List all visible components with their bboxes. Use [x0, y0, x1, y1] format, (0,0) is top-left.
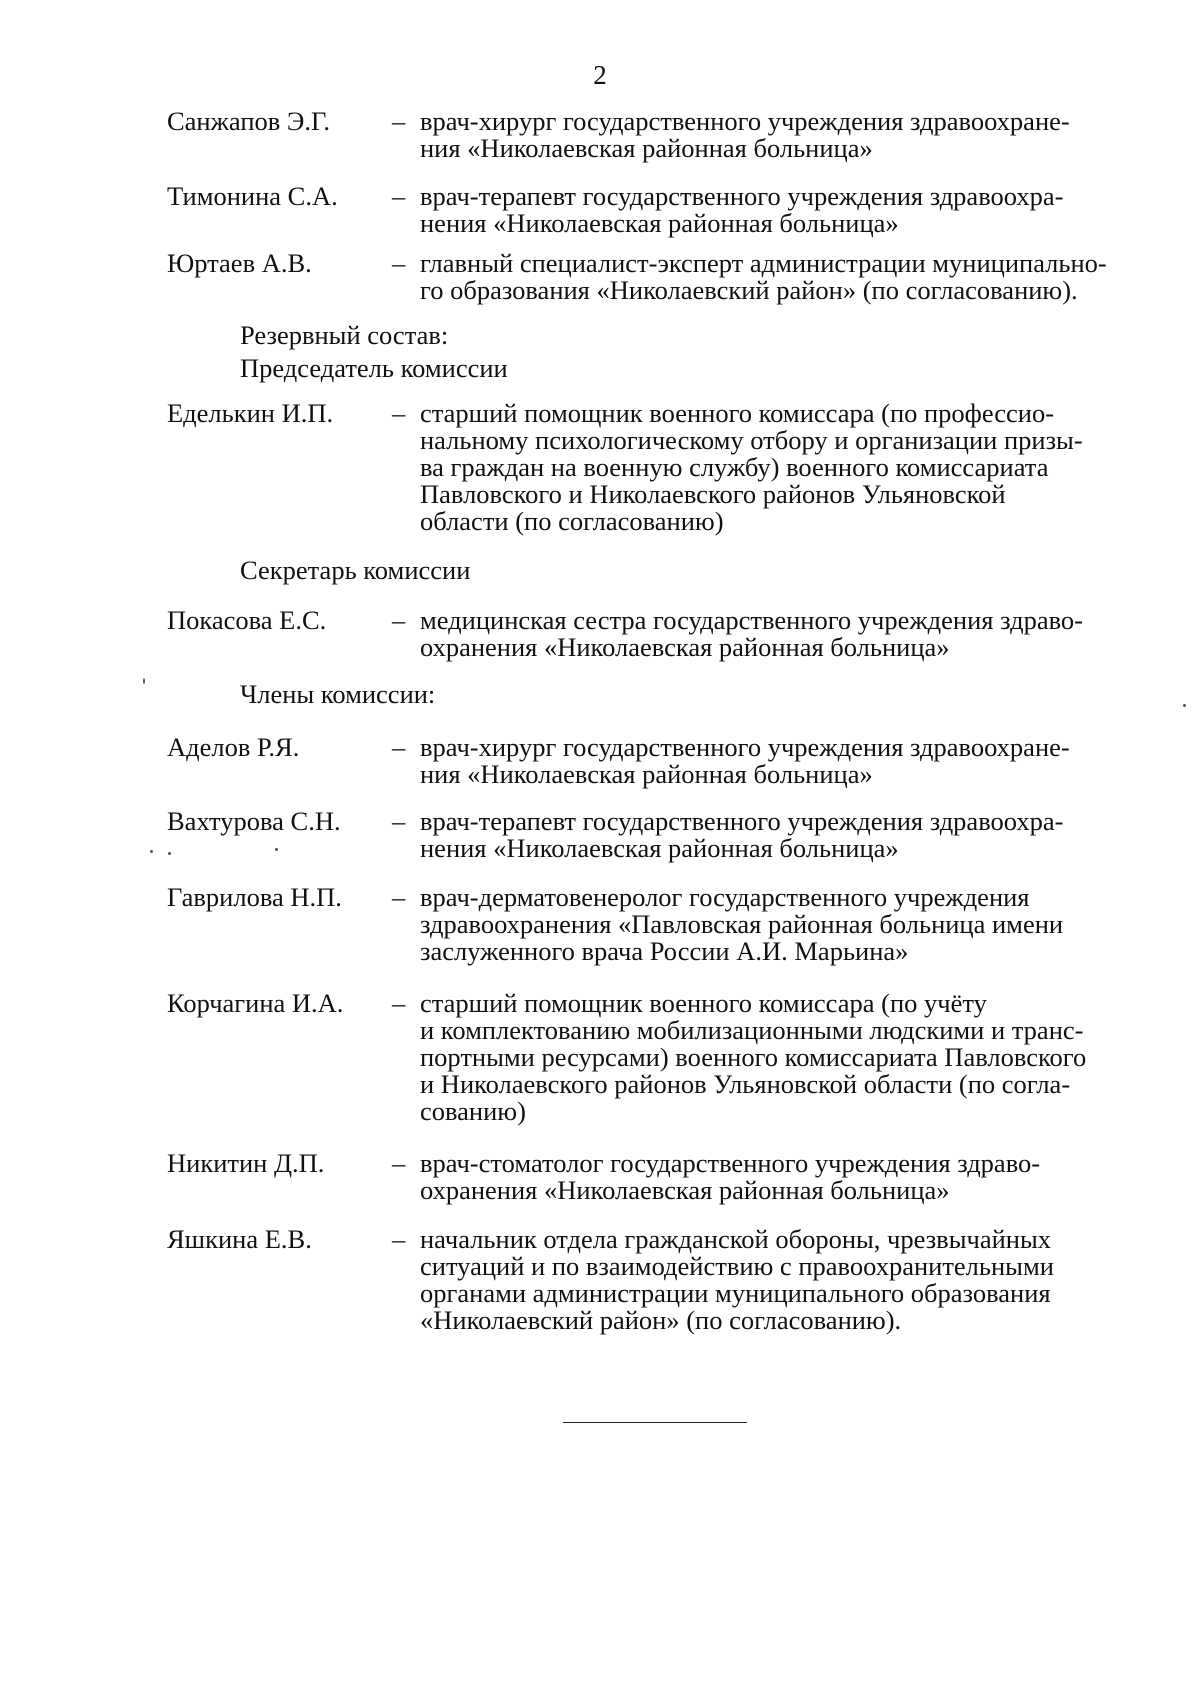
member-name: Тимонина С.А.	[167, 181, 338, 211]
description-line: и комплектованию мобилизационными людскими и транс-	[420, 1015, 1084, 1045]
member-name: Еделькин И.П.	[167, 398, 334, 428]
member-name: Покасова Е.С.	[167, 605, 327, 635]
description-line: врач-стоматолог государственного учреждения здраво-	[420, 1148, 1041, 1178]
description-line: здравоохранения «Павловская районная больница имени	[420, 909, 1064, 939]
description-line: охранения «Николаевская районная больница»	[420, 632, 950, 662]
chair-heading: Председатель комиссии	[240, 353, 508, 383]
description-line: старший помощник военного комиссара (по учёту	[420, 988, 987, 1018]
scan-speck	[1183, 704, 1186, 707]
member-description	[420, 183, 1147, 237]
member-name: Гаврилова Н.П.	[167, 882, 342, 912]
dash: –	[392, 732, 406, 762]
member-description	[420, 884, 1147, 965]
member-entry-yurtaev	[167, 250, 1147, 304]
scan-speck	[168, 852, 171, 855]
scan-speck	[150, 850, 153, 853]
secretary-heading: Секретарь комиссии	[240, 555, 471, 585]
scan-speck	[275, 848, 278, 851]
scan-speck	[143, 678, 145, 684]
member-entry-nikitin	[167, 1150, 1147, 1204]
dash: –	[392, 106, 406, 136]
member-description	[420, 607, 1147, 661]
description-line: начальник отдела гражданской обороны, чрезвычайных	[420, 1224, 1052, 1254]
dash: –	[392, 1148, 406, 1178]
member-entry-adelov	[167, 734, 1147, 788]
member-name: Вахтурова С.Н.	[167, 806, 341, 836]
member-name: Яшкина Е.В.	[167, 1224, 312, 1254]
description-line: ния «Николаевская районная больница»	[420, 133, 873, 163]
description-line: го образования «Николаевский район» (по согласованию).	[420, 275, 1078, 305]
dash: –	[392, 398, 406, 428]
page-number: 2	[593, 60, 607, 90]
member-entry-sanzhapov	[167, 108, 1147, 162]
description-line: органами администрации муниципального образования	[420, 1278, 1051, 1308]
member-description	[420, 734, 1147, 788]
description-line: сованию)	[420, 1096, 526, 1126]
member-description	[420, 808, 1147, 862]
description-line: главный специалист-эксперт администрации муниципально-	[420, 248, 1107, 278]
member-description	[420, 1226, 1147, 1334]
member-description	[420, 250, 1147, 304]
member-description	[420, 400, 1147, 535]
description-line: заслуженного врача России А.И. Марьина»	[420, 936, 909, 966]
dash: –	[392, 1224, 406, 1254]
secretary-entry	[167, 607, 1147, 661]
member-entry-timonina	[167, 183, 1147, 237]
description-line: портными ресурсами) военного комиссариата Павловского	[420, 1042, 1087, 1072]
member-entry-yashkina	[167, 1226, 1147, 1334]
description-line: нения «Николаевская районная больница»	[420, 833, 899, 863]
member-entry-gavrilova	[167, 884, 1147, 965]
dash: –	[392, 988, 406, 1018]
reserve-heading: Резервный состав:	[240, 320, 449, 350]
description-line: нения «Николаевская районная больница»	[420, 208, 899, 238]
member-name: Корчагина И.А.	[167, 988, 344, 1018]
description-line: и Николаевского районов Ульяновской области (по согла-	[420, 1069, 1071, 1099]
description-line: старший помощник военного комиссара (по профессио-	[420, 398, 1055, 428]
description-line: врач-терапевт государственного учреждения здравоохра-	[420, 181, 1064, 211]
description-line: нальному психологическому отбору и организации призы-	[420, 425, 1083, 455]
description-line: врач-хирург государственного учреждения здравоохране-	[420, 732, 1070, 762]
description-line: «Николаевский район» (по согласованию).	[420, 1305, 902, 1335]
dash: –	[392, 605, 406, 635]
chair-entry	[167, 400, 1147, 535]
members-heading: Члены комиссии:	[240, 679, 436, 709]
description-line: врач-дерматовенеролог государственного учреждения	[420, 882, 1030, 912]
description-line: ситуаций и по взаимодействию с правоохранительными	[420, 1251, 1054, 1281]
member-description	[420, 990, 1147, 1125]
member-name: Аделов Р.Я.	[167, 732, 300, 762]
description-line: медицинская сестра государственного учреждения здраво-	[420, 605, 1083, 635]
member-name: Юртаев А.В.	[167, 248, 312, 278]
description-line: Павловского и Николаевского районов Ульяновской	[420, 479, 1006, 509]
member-description	[420, 108, 1147, 162]
dash: –	[392, 248, 406, 278]
description-line: области (по согласованию)	[420, 506, 724, 536]
dash: –	[392, 882, 406, 912]
member-name: Никитин Д.П.	[167, 1148, 325, 1178]
member-entry-vakhturova	[167, 808, 1147, 862]
member-name: Санжапов Э.Г.	[167, 106, 330, 136]
member-entry-korchagina	[167, 990, 1147, 1125]
dash: –	[392, 806, 406, 836]
description-line: ва граждан на военную службу) военного комиссариата	[420, 452, 1049, 482]
description-line: врач-хирург государственного учреждения здравоохране-	[420, 106, 1070, 136]
description-line: врач-терапевт государственного учреждения здравоохра-	[420, 806, 1064, 836]
member-description	[420, 1150, 1147, 1204]
dash: –	[392, 181, 406, 211]
closing-rule	[563, 1422, 747, 1423]
description-line: охранения «Николаевская районная больница»	[420, 1175, 950, 1205]
description-line: ния «Николаевская районная больница»	[420, 759, 873, 789]
